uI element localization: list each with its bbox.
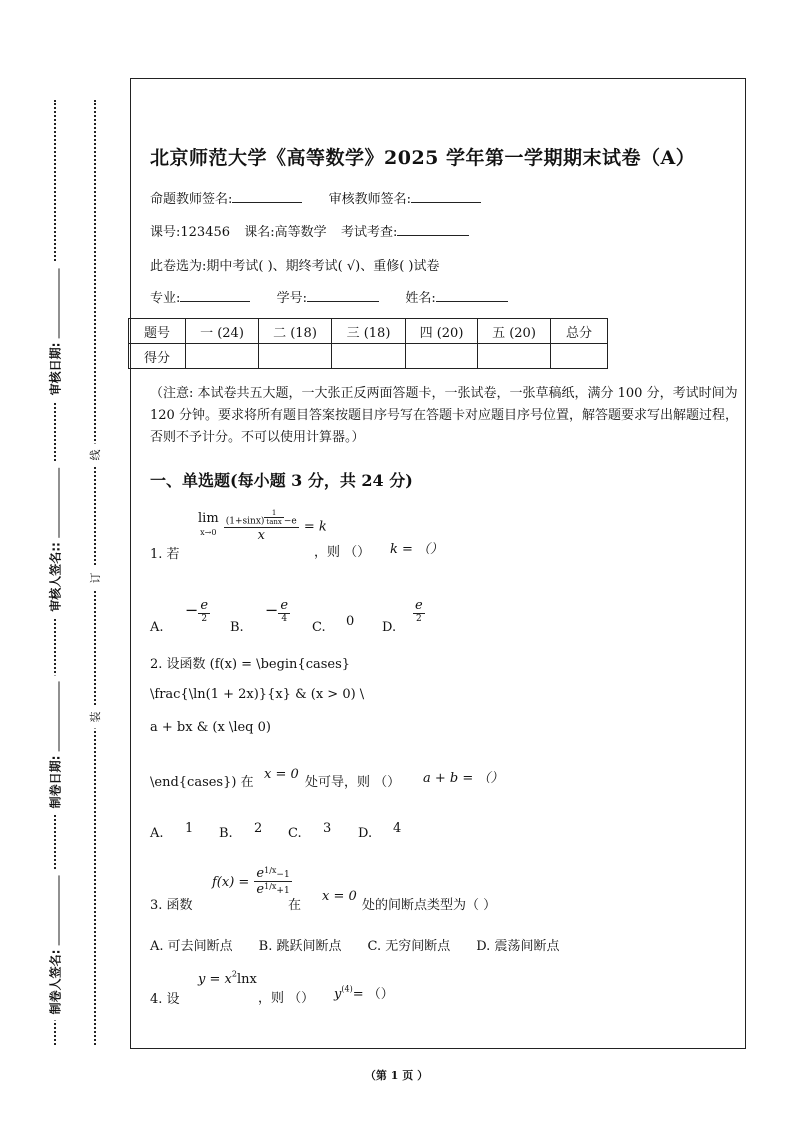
student-id-label: 学号:	[276, 291, 308, 306]
q3-den-tail: +1	[276, 886, 290, 896]
score-header-cell: 三 (18)	[332, 319, 406, 344]
q4-ask-tail: = （）	[352, 987, 394, 1002]
reviewer-sign-field	[47, 462, 64, 618]
section-title: 一、单选题(每小题 3 分，共 24 分)	[150, 471, 413, 490]
q1-opt-d-label: D.	[382, 620, 397, 635]
review-date-label: 审核日期:	[48, 342, 63, 396]
q4-func-base: y = x	[198, 972, 232, 987]
q2-opt-d-label: D.	[358, 826, 373, 841]
paper-type: 此卷选为:期中考试( )、期终考试( √)、重修( )试卷	[150, 259, 440, 274]
score-cell[interactable]	[259, 344, 332, 369]
score-header-cell: 总分	[551, 319, 608, 344]
score-row-label: 得分	[129, 344, 186, 369]
q1-fraction	[224, 509, 299, 543]
q4-ask	[334, 983, 394, 1002]
q3-num-sup: 1/x	[264, 866, 277, 875]
page-footer: （第 1 页 ）	[364, 1069, 429, 1082]
den: 2	[415, 614, 422, 624]
name-label: 姓名:	[405, 291, 436, 306]
maker-sign-label: 制卷人签名:	[48, 949, 63, 1015]
signature-row	[150, 188, 481, 207]
q3-formula	[212, 866, 292, 897]
setter-blank[interactable]	[232, 190, 302, 203]
score-header-cell: 五 (20)	[478, 319, 551, 344]
q3-num-tail: −1	[276, 870, 290, 880]
page-title: 北京师范大学《高等数学》2025 学年第一学期期末试卷（A）	[150, 147, 696, 169]
score-cell[interactable]	[186, 344, 259, 369]
score-cell[interactable]	[406, 344, 478, 369]
q3-num: e	[256, 866, 265, 881]
num: e	[415, 598, 423, 613]
q1-opt-c-value: 0	[346, 614, 355, 629]
num: e	[280, 598, 289, 613]
setter-label: 命题教师签名:	[150, 192, 233, 207]
q3-at: 在	[288, 898, 302, 913]
score-header-row	[129, 319, 608, 344]
q3-fx: f(x) =	[212, 875, 250, 890]
sign: −	[265, 600, 279, 620]
q2-opt-b-label: B.	[219, 826, 233, 841]
reviewer-label: 审核教师签名:	[328, 192, 412, 207]
q1-eq: = k	[303, 519, 327, 535]
q4-func-sup: 2	[231, 969, 237, 979]
student-id-blank[interactable]	[307, 289, 379, 302]
maker-sign-field	[47, 870, 64, 1021]
q2-opt-d-value: 4	[393, 821, 402, 836]
score-header-cell: 四 (20)	[406, 319, 478, 344]
q2-opt-a-value: 1	[185, 821, 194, 836]
q4-ask-sup: (4)	[341, 984, 353, 994]
q3-cond: x = 0	[322, 889, 357, 904]
q2-line4: \end{cases}) 在	[150, 775, 254, 790]
q1-then: ，则 （）	[314, 545, 371, 560]
reviewer-blank[interactable]	[411, 190, 481, 203]
q2-mid: 处可导，则 （）	[305, 775, 401, 790]
q1-opt-c-label: C.	[312, 620, 326, 635]
student-info-row	[150, 287, 508, 306]
q1-den: x	[257, 527, 265, 543]
den: 2	[201, 614, 208, 624]
score-row	[129, 344, 608, 369]
q1-num-base: (1+sinx)	[225, 516, 265, 527]
major-blank[interactable]	[180, 289, 250, 302]
num: e	[200, 598, 209, 613]
q2-opt-a-label: A.	[150, 826, 164, 841]
q2-line1: 2. 设函数 (f(x) = \begin{cases}	[150, 657, 351, 672]
q2-opt-c-label: C.	[288, 826, 302, 841]
score-header-cell: 一 (24)	[186, 319, 259, 344]
lim-text: lim	[198, 511, 219, 527]
q2-line2: \frac{\ln(1 + 2x)}{x} & (x > 0) \	[150, 687, 365, 702]
q3-den: e	[256, 882, 265, 897]
q1-num-tail: −e	[283, 516, 297, 527]
q2-cond: x = 0	[264, 767, 299, 782]
make-date-field	[47, 676, 64, 815]
q2-opt-b-value: 2	[254, 821, 263, 836]
q1-limit	[198, 512, 219, 539]
q1-prefix: 1. 若	[150, 547, 180, 562]
binding-label-xian: 线	[87, 444, 103, 467]
q1-ask: k = （）	[390, 542, 444, 557]
score-cell[interactable]	[478, 344, 551, 369]
course-no: 课号:123456	[150, 225, 231, 240]
q2-ask: a + b = （）	[423, 771, 504, 786]
den: 4	[281, 614, 288, 624]
score-cell[interactable]	[551, 344, 608, 369]
q3-den-sup: 1/x	[264, 882, 277, 891]
q1-opt-b-label: B.	[230, 620, 244, 635]
q1-formula	[198, 509, 327, 543]
binding-label-zhuang: 装	[87, 706, 103, 729]
q1-opt-a-label: A.	[150, 620, 164, 635]
score-cell[interactable]	[332, 344, 406, 369]
q4-func-tail: lnx	[236, 972, 257, 987]
binding-strip-right	[80, 100, 110, 1045]
binding-strip-left	[40, 100, 70, 1045]
q2-line3: a + bx & (x \leq 0)	[150, 720, 271, 735]
exam-type-blank[interactable]	[397, 223, 469, 236]
q3-prefix: 3. 函数	[150, 898, 193, 913]
q1-opt-b-value	[265, 598, 290, 624]
score-header-cell: 题号	[129, 319, 186, 344]
score-header-cell: 二 (18)	[259, 319, 332, 344]
q1-opt-d-value	[413, 598, 425, 624]
binding-label-ding: 订	[87, 567, 103, 590]
q3-suffix: 处的间断点类型为（ ）	[362, 898, 497, 913]
q4-ask-base: y	[334, 987, 342, 1002]
sign: −	[185, 600, 199, 620]
q3-options: A. 可去间断点 B. 跳跃间断点 C. 无穷间断点 D. 震荡间断点	[150, 939, 560, 954]
exam-type-label: 考试考查:	[340, 225, 398, 240]
q4-func	[198, 968, 257, 987]
major-label: 专业:	[150, 291, 181, 306]
exam-notice: （注意: 本试卷共五大题，一大张正反两面答题卡，一张试卷，一张草稿纸，满分 100 分，考试时间为 120 分钟。要求将所有题目答案按题目序号写在答题卡对应题目序号位置，解答题要求写出解题过程，否则不予计分。不可以使用计算器。）	[150, 386, 738, 445]
q4-prefix: 4. 设	[150, 992, 180, 1007]
make-date-label: 制卷日期:	[48, 755, 63, 809]
q4-then: ，则 （）	[258, 991, 315, 1006]
q1-exp-num: 1	[264, 509, 283, 518]
review-date-field	[47, 263, 64, 402]
q1-opt-a-value	[185, 598, 210, 624]
course-row	[150, 221, 469, 240]
name-blank[interactable]	[436, 289, 508, 302]
q3-fraction	[254, 866, 291, 897]
q2-opt-c-value: 3	[323, 821, 332, 836]
lim-sub: x→0	[200, 528, 217, 538]
course-name: 课名:高等数学	[244, 225, 327, 240]
reviewer-sign-label: 审核人签名::	[48, 542, 63, 612]
q1-exp-den: tanx	[266, 518, 282, 526]
score-table	[128, 318, 608, 369]
